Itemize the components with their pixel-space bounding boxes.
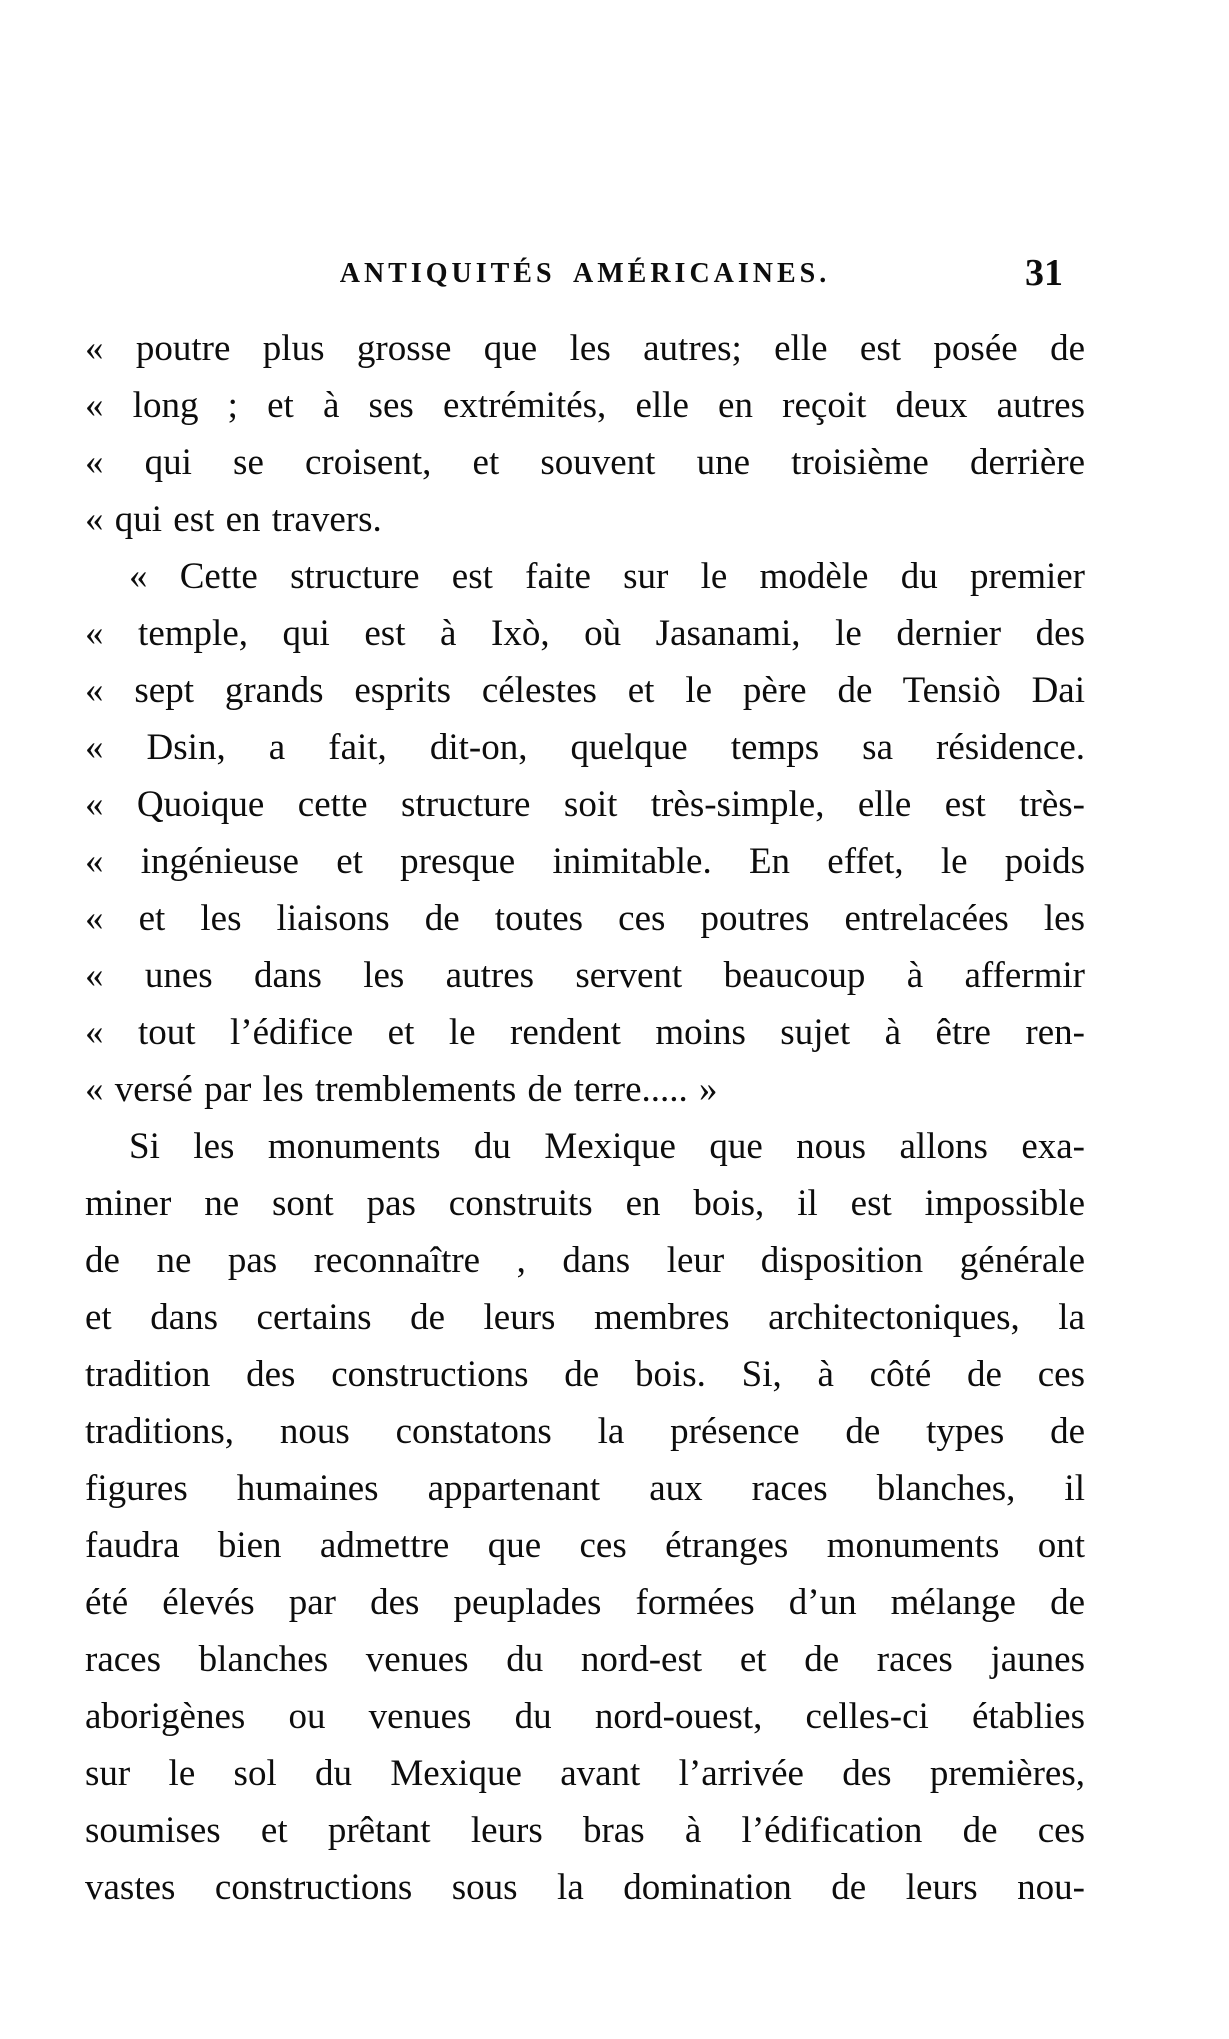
text-line: « Cette structure est faite sur le modèle du premier bbox=[129, 556, 1085, 597]
text-line: « et les liaisons de toutes ces poutres entrelacées les bbox=[85, 898, 1085, 939]
text-line: figures humaines appartenant aux races blanches, il bbox=[85, 1468, 1085, 1509]
text-line: « Dsin, a fait, dit-on, quelque temps sa résidence. bbox=[85, 727, 1085, 768]
running-title: ANTIQUITÉS AMÉRICAINES. bbox=[339, 258, 831, 289]
text-line: soumises et prêtant leurs bras à l’édification de ces bbox=[85, 1810, 1085, 1851]
text-line: sur le sol du Mexique avant l’arrivée des premières, bbox=[85, 1753, 1085, 1794]
text-line: « poutre plus grosse que les autres; elle est posée de bbox=[85, 328, 1085, 369]
text-line: races blanches venues du nord-est et de races jaunes bbox=[85, 1639, 1085, 1680]
text-line: traditions, nous constatons la présence de types de bbox=[85, 1411, 1085, 1452]
page-number: 31 bbox=[1025, 252, 1063, 294]
page-header bbox=[85, 254, 1085, 300]
text-line: tradition des constructions de bois. Si, à côté de ces bbox=[85, 1354, 1085, 1395]
text-line: « tout l’édifice et le rendent moins sujet à être ren- bbox=[85, 1012, 1085, 1053]
text-line: de ne pas reconnaître , dans leur disposition générale bbox=[85, 1240, 1085, 1281]
text-line: Si les monuments du Mexique que nous allons exa- bbox=[129, 1126, 1085, 1167]
text-line: vastes constructions sous la domination de leurs nou- bbox=[85, 1867, 1085, 1908]
text-line: « versé par les tremblements de terre..... » bbox=[85, 1069, 718, 1110]
text-line: et dans certains de leurs membres architectoniques, la bbox=[85, 1297, 1085, 1338]
text-line: miner ne sont pas construits en bois, il est impossible bbox=[85, 1183, 1085, 1224]
text-line: « unes dans les autres servent beaucoup à affermir bbox=[85, 955, 1085, 996]
text-line: « Quoique cette structure soit très-simple, elle est très- bbox=[85, 784, 1085, 825]
text-line: « sept grands esprits célestes et le père de Tensiò Dai bbox=[85, 670, 1085, 711]
text-line: « qui se croisent, et souvent une troisième derrière bbox=[85, 442, 1085, 483]
text-line: « ingénieuse et presque inimitable. En effet, le poids bbox=[85, 841, 1085, 882]
page-body bbox=[85, 320, 1085, 1916]
text-line: « qui est en travers. bbox=[85, 499, 382, 540]
text-line: faudra bien admettre que ces étranges monuments ont bbox=[85, 1525, 1085, 1566]
text-line: « long ; et à ses extrémités, elle en reçoit deux autres bbox=[85, 385, 1085, 426]
text-line: « temple, qui est à Ixò, où Jasanami, le dernier des bbox=[85, 613, 1085, 654]
text-line: aborigènes ou venues du nord-ouest, celles-ci établies bbox=[85, 1696, 1085, 1737]
text-line: été élevés par des peuplades formées d’un mélange de bbox=[85, 1582, 1085, 1623]
